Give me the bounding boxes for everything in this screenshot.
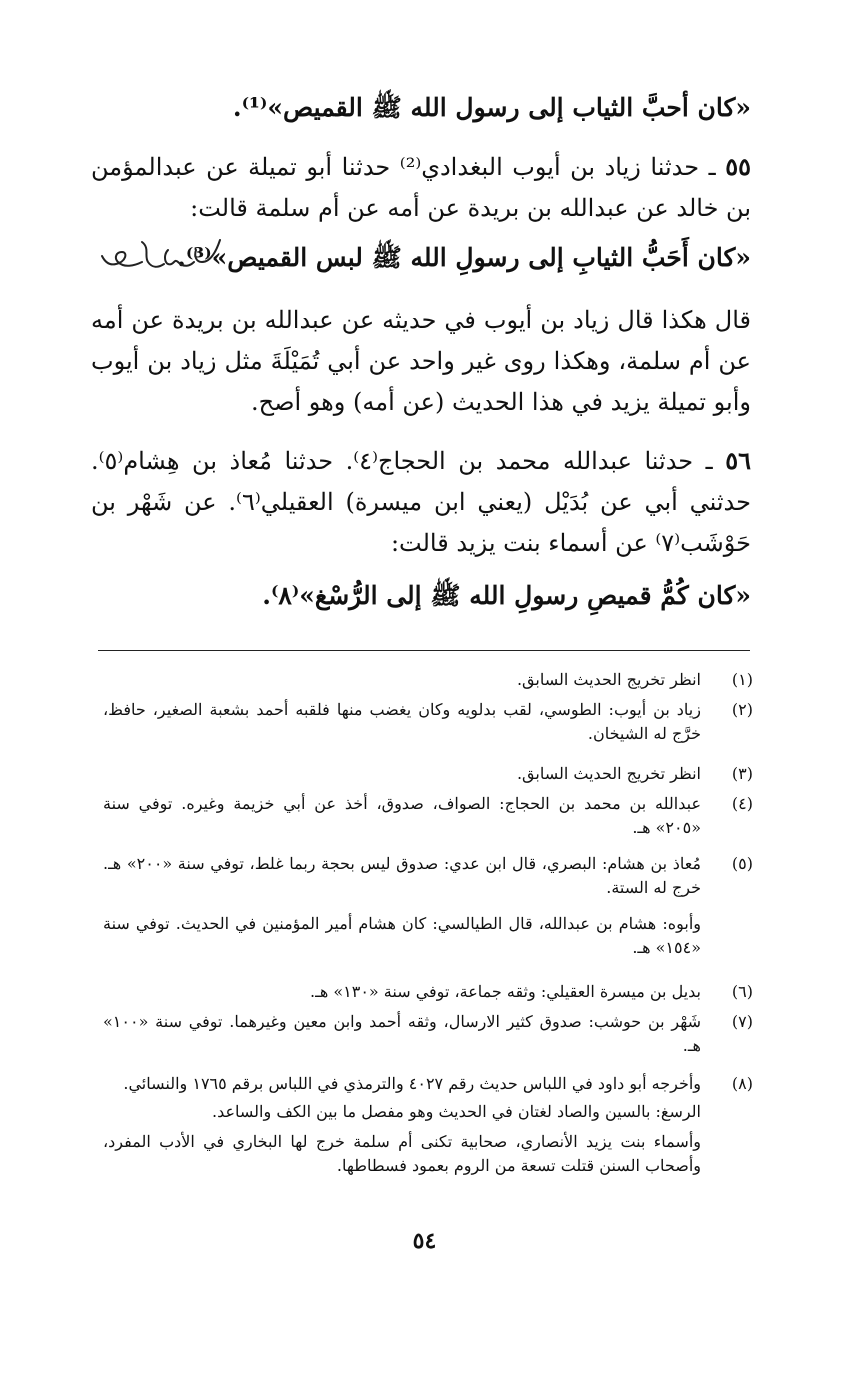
footnote-text: انظر تخريج الحديث السابق. — [516, 764, 701, 783]
hadith-56-quote: «كان كُمُّ قميصِ رسولِ الله ﷺ إلى الرُّسْغ»⁽٨⁾. — [262, 581, 751, 610]
page-number: ٥٤ — [412, 1228, 437, 1254]
commentary-paragraph: قال هكذا قال زياد بن أيوب في حديثه عن عبدالله بن بريدة عن أمه عن أم سلمة، وهكذا روى غير واحد عن أبي تُمَيْلَةَ مثل زياد بن أيوب وأبو تميلة يزيد في هذا الحديث (عن أمه) وهو أصح. — [91, 306, 751, 416]
footnote-text: زياد بن أيوب: الطوسي، لقب بدلويه وكان يغضب منها فلقبه أحمد بشعبة الصغير، حافظ، خرَّج له الشيخان. — [103, 700, 701, 743]
footnote-text: شَهْر بن حوشب: صدوق كثير الارسال، وثقه أحمد وابن معين وغيرهما. توفي سنة «١٠٠» هـ. — [103, 1012, 701, 1055]
hadith-55-isnad-text: حدثنا زياد بن أيوب البغدادي⁽²⁾ حدثنا أبو تميلة عن عبدالمؤمن بن خالد عن عبدالله بن بريدة عن أمه عن أم سلمة قالت: — [91, 153, 751, 222]
footnote-number: (٥) — [731, 854, 753, 873]
footnote-number: (٢) — [731, 700, 753, 719]
footnote-number: (٨) — [731, 1074, 753, 1093]
footnote-text: عبدالله بن محمد بن الحجاج: الصواف، صدوق، أخذ عن أبي خزيمة وغيره. توفي سنة «٢٠٥» هـ. — [103, 794, 701, 837]
hadith-55-dash: ـ — [699, 153, 716, 181]
footnote-text: الرسغ: بالسين والصاد لغتان في الحديث وهو مفصل ما بين الكف والساعد. — [212, 1102, 701, 1121]
footnote-number: (٦) — [731, 982, 753, 1001]
footnote-text: وأخرجه أبو داود في اللباس حديث رقم ٤٠٢٧ والترمذي في اللباس برقم ١٧٦٥ والنسائي. — [123, 1074, 701, 1093]
hadith-56-isnad — [91, 440, 751, 564]
hadith-56-isnad-text: حدثنا عبدالله محمد بن الحجاج⁽٤⁾. حدثنا مُعاذ بن هِشام⁽٥⁾. حدثني أبي عن بُدَيْل (يعني ابن ميسرة) العقيلي⁽٦⁾. عن شَهْر بن حَوْشَب⁽٧⁾ عن أسماء بنت يزيد قالت: — [91, 447, 751, 557]
footnote-number: (٧) — [731, 1012, 753, 1031]
hadith-55-isnad — [91, 146, 751, 229]
footnote-text: بديل بن ميسرة العقيلي: وثقه جماعة، توفي سنة «١٣٠» هـ. — [310, 982, 701, 1001]
hadith-55-quote: «كان أَحَبُّ الثيابِ إلى رسولِ الله ﷺ لبس القميص»⁽³⁾. — [177, 243, 751, 272]
footnote-text: وأسماء بنت يزيد الأنصاري، صحابية تكنى أم سلمة خرج لها البخاري في الأدب المفرد، وأصحاب السنن قتلت تسعة من الروم بعمود فسطاطها. — [103, 1132, 701, 1175]
footnote-separator — [98, 650, 750, 651]
hadith-55-number: ٥٥ — [725, 152, 751, 181]
footnote-text: مُعاذ بن هشام: البصري، قال ابن عدي: صدوق ليس بحجة ربما غلط، توفي سنة «٢٠٠» هـ. خرج له الستة. — [103, 854, 702, 897]
hadith-56-dash: ـ — [693, 447, 713, 475]
footnote-text: وأبوه: هشام بن عبدالله، قال الطيالسي: كان هشام أمير المؤمنين في الحديث. توفي سنة «١٥٤» هـ. — [103, 914, 701, 957]
footnote-number: (١) — [731, 670, 753, 689]
footnote-number: (٤) — [731, 794, 753, 813]
hadith-56-number: ٥٦ — [725, 446, 751, 475]
footnote-number: (٣) — [731, 764, 753, 783]
hadith-54-quote: «كان أحبَّ الثياب إلى رسول الله ﷺ القميص»⁽¹⁾. — [232, 93, 751, 122]
footnote-text: انظر تخريج الحديث السابق. — [516, 670, 701, 689]
handwritten-annotation — [98, 232, 224, 272]
